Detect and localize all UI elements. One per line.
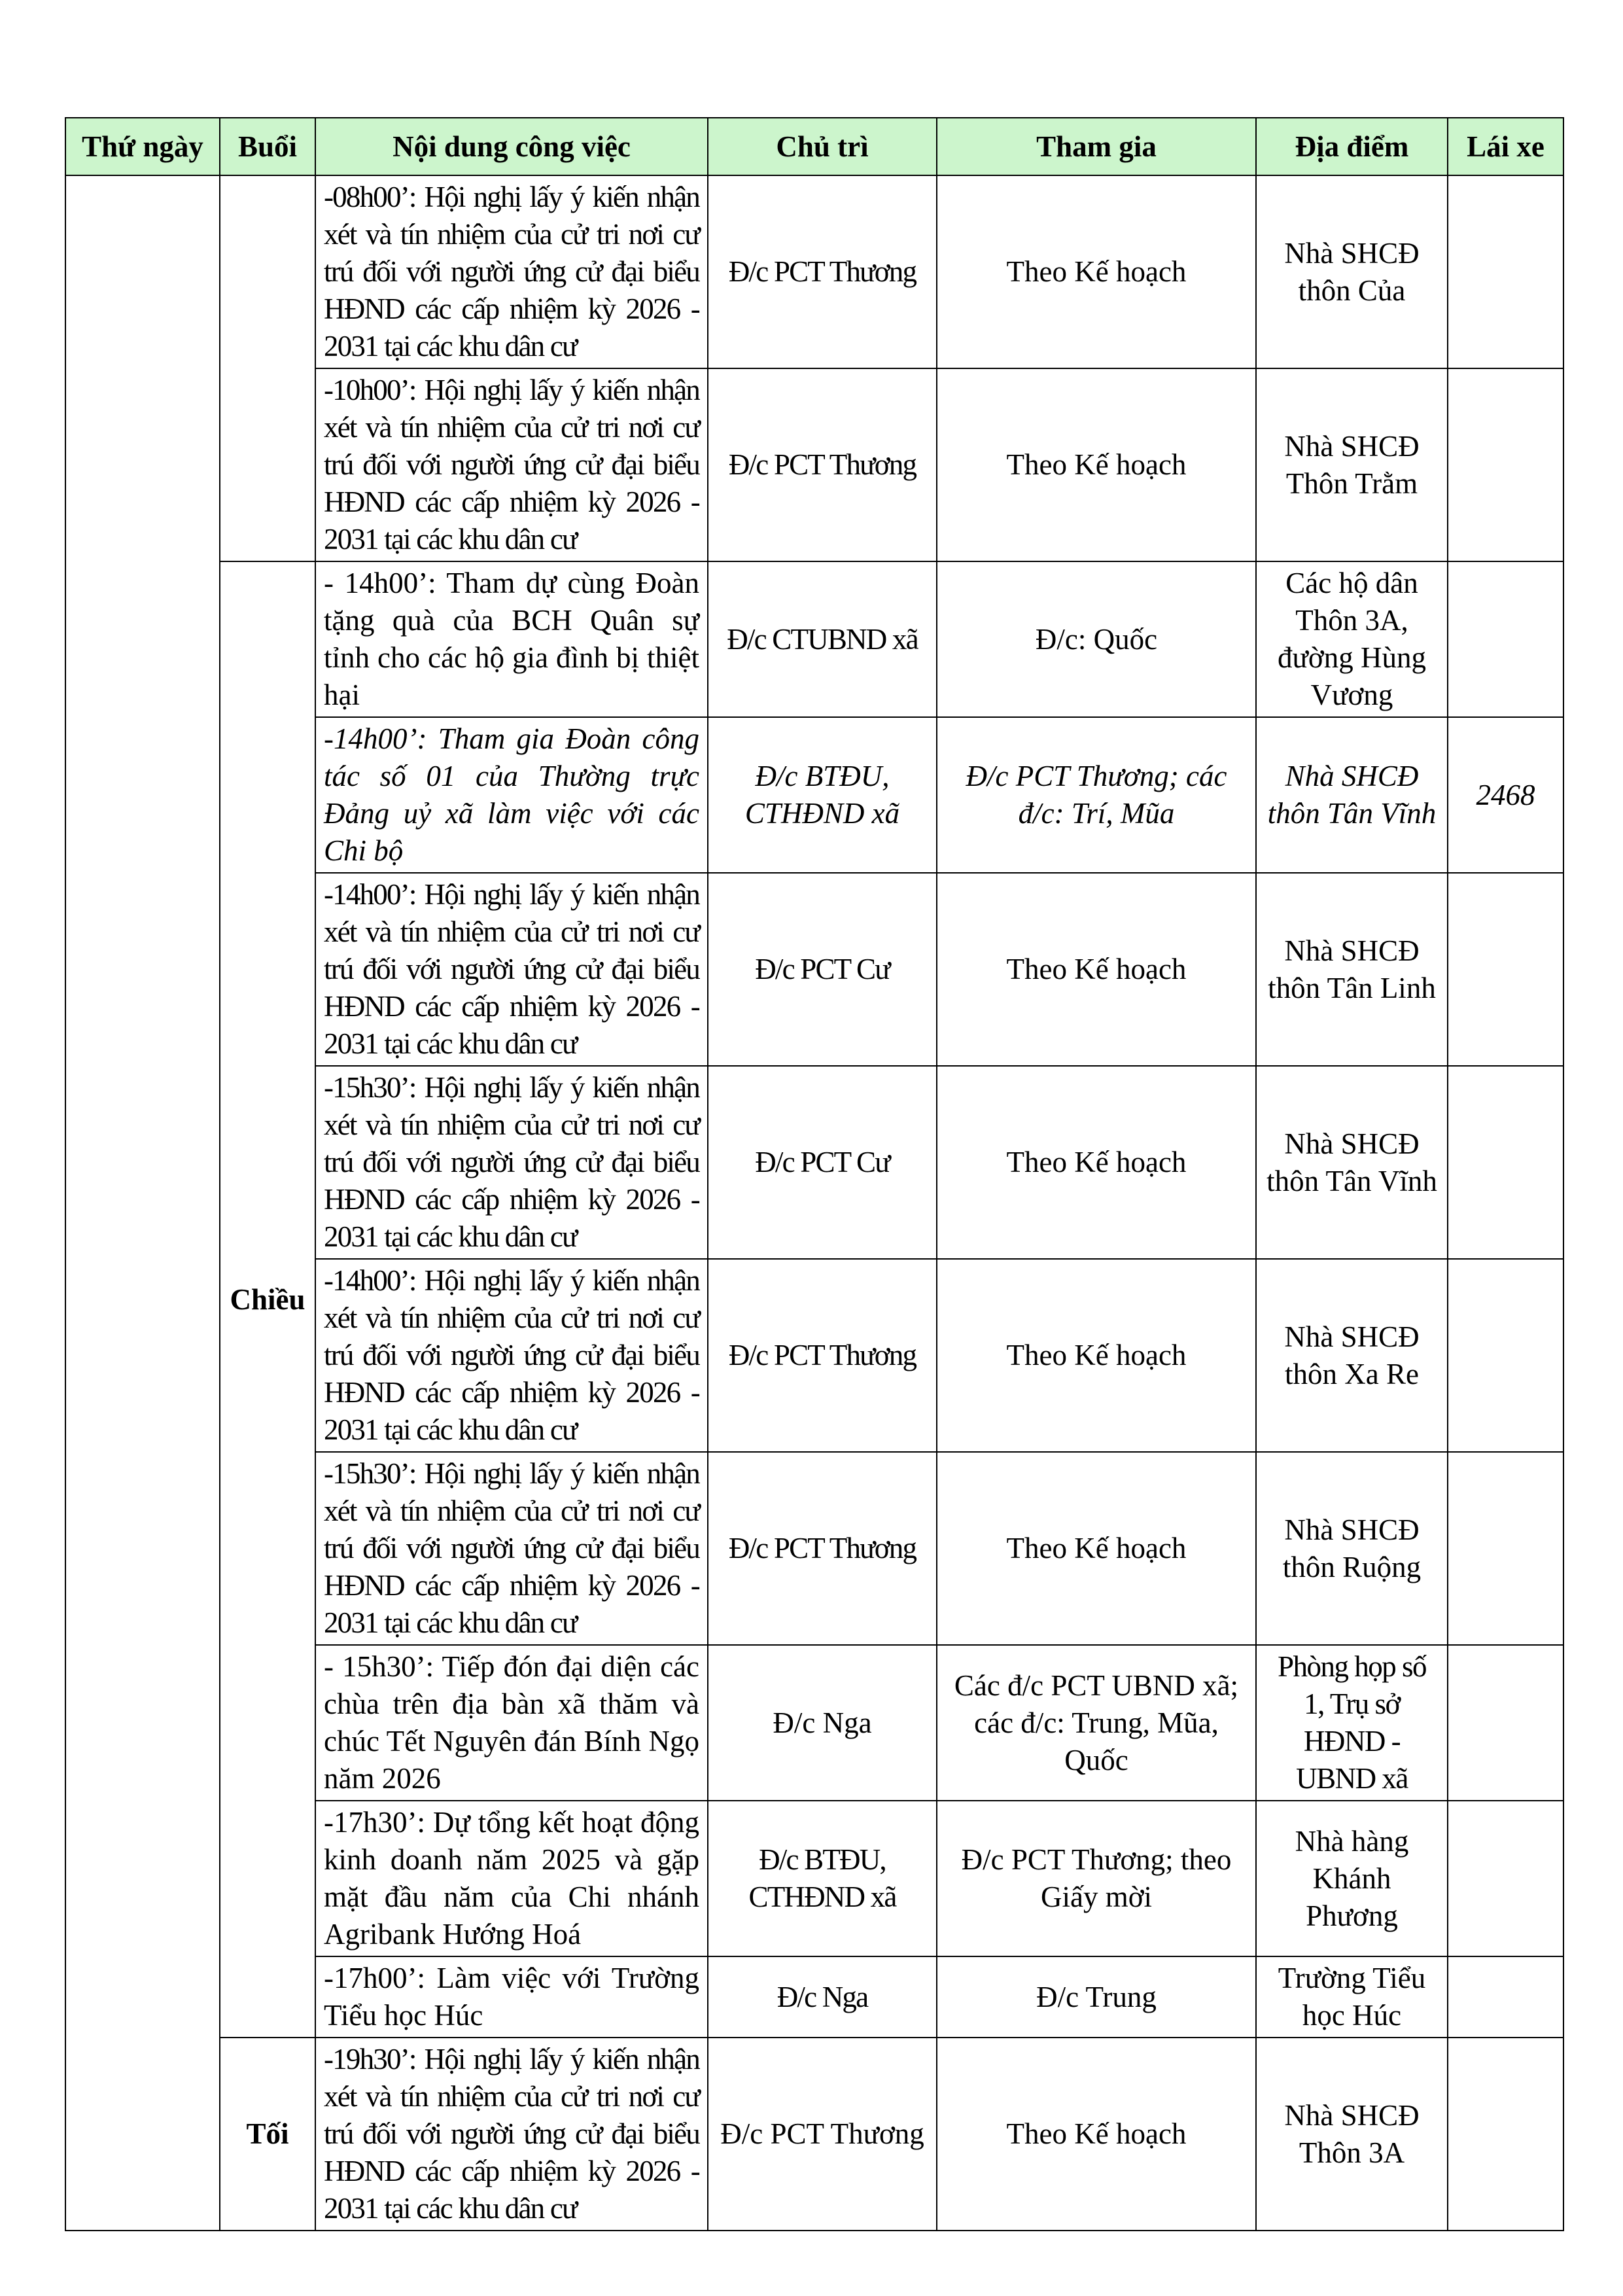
driver-cell bbox=[1448, 175, 1563, 368]
content-cell: -19h30’: Hội nghị lấy ý kiến nhận xét và tín nhiệm của cử tri nơi cư trú đối với người ứng cử đại biểu HĐND các cấp nhiệm kỳ 2026 - 2031 tại các khu dân cư bbox=[315, 2038, 708, 2231]
content-cell: -14h00’: Hội nghị lấy ý kiến nhận xét và tín nhiệm của cử tri nơi cư trú đối với người ứng cử đại biểu HĐND các cấp nhiệm kỳ 2026 - 2031 tại các khu dân cư bbox=[315, 873, 708, 1066]
chair-cell: Đ/c PCT Thương bbox=[708, 1259, 937, 1452]
chair-cell: Đ/c PCT Cư bbox=[708, 1066, 937, 1259]
session-cell-afternoon: Chiều bbox=[220, 561, 315, 2038]
chair-cell: Đ/c PCT Thương bbox=[708, 1452, 937, 1645]
location-cell: Trường Tiểu học Húc bbox=[1256, 1956, 1448, 2038]
header-chair: Chủ trì bbox=[708, 118, 937, 175]
attendees-cell: Đ/c: Quốc bbox=[937, 561, 1256, 717]
content-cell: -15h30’: Hội nghị lấy ý kiến nhận xét và tín nhiệm của cử tri nơi cư trú đối với người ứng cử đại biểu HĐND các cấp nhiệm kỳ 2026 - 2031 tại các khu dân cư bbox=[315, 1066, 708, 1259]
location-cell: Phòng họp số 1, Trụ sở HĐND - UBND xã bbox=[1256, 1645, 1448, 1801]
driver-cell bbox=[1448, 561, 1563, 717]
session-cell-morning bbox=[220, 175, 315, 561]
location-cell: Nhà SHCĐ thôn Của bbox=[1256, 175, 1448, 368]
attendees-cell: Theo Kế hoạch bbox=[937, 368, 1256, 561]
header-row bbox=[65, 118, 1563, 175]
chair-cell: Đ/c PCT Thương bbox=[708, 368, 937, 561]
driver-cell: 2468 bbox=[1448, 717, 1563, 873]
header-session: Buổi bbox=[220, 118, 315, 175]
header-location: Địa điểm bbox=[1256, 118, 1448, 175]
driver-cell bbox=[1448, 1259, 1563, 1452]
content-cell: -17h30’: Dự tổng kết hoạt động kinh doanh năm 2025 và gặp mặt đầu năm của Chi nhánh Agribank Hướng Hoá bbox=[315, 1801, 708, 1956]
content-cell: - 14h00’: Tham dự cùng Đoàn tặng quà của BCH Quân sự tỉnh cho các hộ gia đình bị thiệt hại bbox=[315, 561, 708, 717]
chair-cell: Đ/c PCT Thương bbox=[708, 2038, 937, 2231]
driver-cell bbox=[1448, 1066, 1563, 1259]
header-driver: Lái xe bbox=[1448, 118, 1563, 175]
attendees-cell: Theo Kế hoạch bbox=[937, 1259, 1256, 1452]
content-cell: - 15h30’: Tiếp đón đại diện các chùa trên địa bàn xã thăm và chúc Tết Nguyên đán Bính Ngọ năm 2026 bbox=[315, 1645, 708, 1801]
header-attendees: Tham gia bbox=[937, 118, 1256, 175]
location-cell: Các hộ dân Thôn 3A, đường Hùng Vương bbox=[1256, 561, 1448, 717]
chair-cell: Đ/c Nga bbox=[708, 1956, 937, 2038]
table-row bbox=[65, 2038, 1563, 2231]
content-cell: -08h00’: Hội nghị lấy ý kiến nhận xét và tín nhiệm của cử tri nơi cư trú đối với người ứng cử đại biểu HĐND các cấp nhiệm kỳ 2026 - 2031 tại các khu dân cư bbox=[315, 175, 708, 368]
driver-cell bbox=[1448, 873, 1563, 1066]
attendees-cell: Theo Kế hoạch bbox=[937, 873, 1256, 1066]
attendees-cell: Theo Kế hoạch bbox=[937, 2038, 1256, 2231]
table-row bbox=[65, 561, 1563, 717]
location-cell: Nhà SHCĐ thôn Tân Vĩnh bbox=[1256, 1066, 1448, 1259]
chair-cell: Đ/c BTĐU, CTHĐND xã bbox=[708, 1801, 937, 1956]
location-cell: Nhà SHCĐ thôn Tân Vĩnh bbox=[1256, 717, 1448, 873]
content-cell: -14h00’: Hội nghị lấy ý kiến nhận xét và tín nhiệm của cử tri nơi cư trú đối với người ứng cử đại biểu HĐND các cấp nhiệm kỳ 2026 - 2031 tại các khu dân cư bbox=[315, 1259, 708, 1452]
location-cell: Nhà SHCĐ Thôn 3A bbox=[1256, 2038, 1448, 2231]
location-cell: Nhà SHCĐ thôn Tân Linh bbox=[1256, 873, 1448, 1066]
table-row bbox=[65, 175, 1563, 368]
driver-cell bbox=[1448, 368, 1563, 561]
attendees-cell: Các đ/c PCT UBND xã; các đ/c: Trung, Mũa, Quốc bbox=[937, 1645, 1256, 1801]
header-day: Thứ ngày bbox=[65, 118, 220, 175]
driver-cell bbox=[1448, 1801, 1563, 1956]
day-cell bbox=[65, 175, 220, 2231]
chair-cell: Đ/c CTUBND xã bbox=[708, 561, 937, 717]
location-cell: Nhà SHCĐ Thôn Trằm bbox=[1256, 368, 1448, 561]
chair-cell: Đ/c Nga bbox=[708, 1645, 937, 1801]
location-cell: Nhà SHCĐ thôn Ruộng bbox=[1256, 1452, 1448, 1645]
location-cell: Nhà SHCĐ thôn Xa Re bbox=[1256, 1259, 1448, 1452]
driver-cell bbox=[1448, 1452, 1563, 1645]
schedule-table bbox=[65, 117, 1564, 2231]
driver-cell bbox=[1448, 1956, 1563, 2038]
attendees-cell: Đ/c PCT Thương; theo Giấy mời bbox=[937, 1801, 1256, 1956]
location-cell: Nhà hàng Khánh Phương bbox=[1256, 1801, 1448, 1956]
attendees-cell: Đ/c PCT Thương; các đ/c: Trí, Mũa bbox=[937, 717, 1256, 873]
content-cell: -10h00’: Hội nghị lấy ý kiến nhận xét và tín nhiệm của cử tri nơi cư trú đối với người ứng cử đại biểu HĐND các cấp nhiệm kỳ 2026 - 2031 tại các khu dân cư bbox=[315, 368, 708, 561]
attendees-cell: Theo Kế hoạch bbox=[937, 175, 1256, 368]
attendees-cell: Theo Kế hoạch bbox=[937, 1066, 1256, 1259]
driver-cell bbox=[1448, 1645, 1563, 1801]
content-cell: -17h00’: Làm việc với Trường Tiểu học Húc bbox=[315, 1956, 708, 2038]
content-cell: -14h00’: Tham gia Đoàn công tác số 01 của Thường trực Đảng uỷ xã làm việc với các Chi bộ bbox=[315, 717, 708, 873]
attendees-cell: Theo Kế hoạch bbox=[937, 1452, 1256, 1645]
driver-cell bbox=[1448, 2038, 1563, 2231]
content-cell: -15h30’: Hội nghị lấy ý kiến nhận xét và tín nhiệm của cử tri nơi cư trú đối với người ứng cử đại biểu HĐND các cấp nhiệm kỳ 2026 - 2031 tại các khu dân cư bbox=[315, 1452, 708, 1645]
session-cell-evening: Tối bbox=[220, 2038, 315, 2231]
attendees-cell: Đ/c Trung bbox=[937, 1956, 1256, 2038]
header-content: Nội dung công việc bbox=[315, 118, 708, 175]
chair-cell: Đ/c BTĐU, CTHĐND xã bbox=[708, 717, 937, 873]
chair-cell: Đ/c PCT Cư bbox=[708, 873, 937, 1066]
chair-cell: Đ/c PCT Thương bbox=[708, 175, 937, 368]
